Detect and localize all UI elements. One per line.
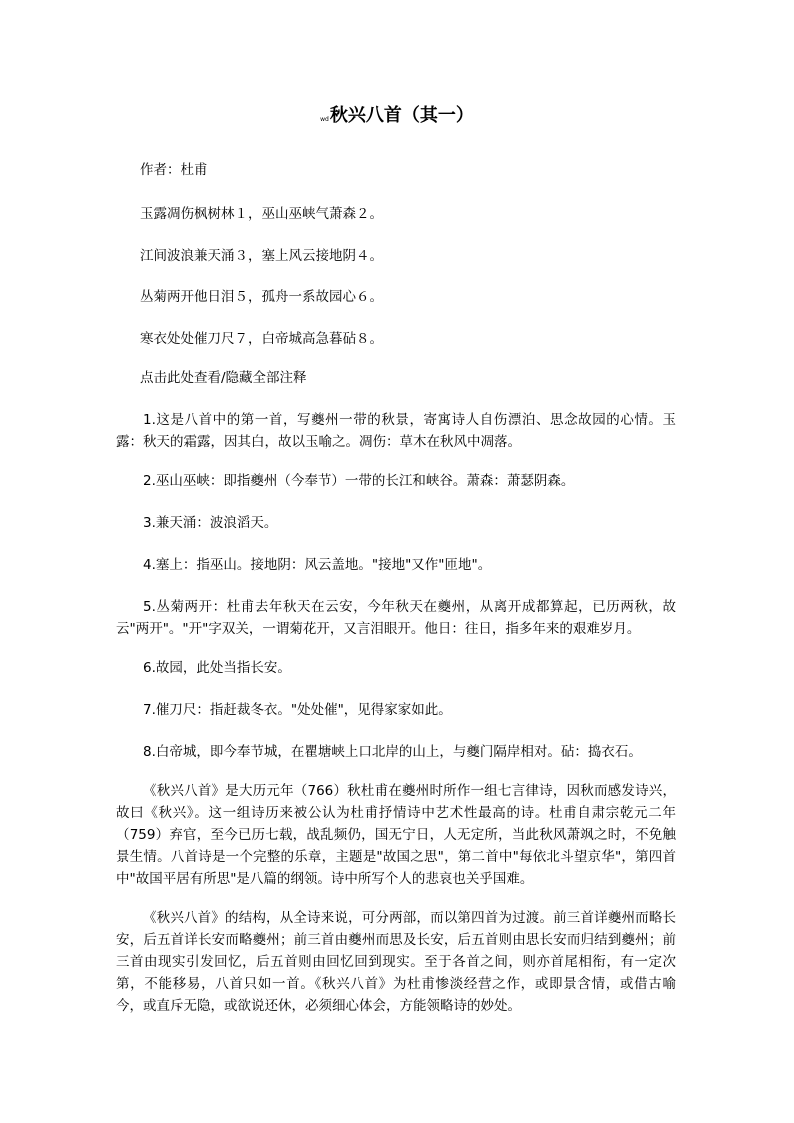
poem-line-4: 寒衣处处催刀尺７，白帝城高急暮砧８。 bbox=[140, 331, 383, 347]
note-2: 2.巫山巫峡：即指夔州（今奉节）一带的长江和峡谷。萧森：萧瑟阴森。 bbox=[143, 473, 575, 489]
note-6: 6.故园，此处当指长安。 bbox=[143, 660, 291, 676]
analysis-paragraph-1: 《秋兴八首》是大历元年（766）秋杜甫在夔州时所作一组七言律诗，因秋而感发诗兴，故曰《秋兴》。这一组诗历来被公认为杜甫抒情诗中艺术性最高的诗。杜甫自肃宗乾元二年（759）弃官，至今已历七载，战乱频仍，国无宁日，人无定所，当此秋风萧飒之时，不免触景生情。八首诗是一个完整的乐章，主题是"故国之思"，第二首中"每依北斗望京华"，第四首中"故国平居有所思"是八篇的纲领。诗中所写个人的悲哀也关乎国难。 bbox=[116, 783, 676, 887]
poem-line-3: 丛菊两开他日泪５，孤舟一系故园心６。 bbox=[140, 289, 383, 305]
note-3: 3.兼天涌：波浪滔天。 bbox=[143, 515, 278, 531]
note-1: 1.这是八首中的第一首，写夔州一带的秋景，寄寓诗人自伤漂泊、思念故园的心情。玉露：秋天的霜露，因其白，故以玉喻之。凋伤：草木在秋风中凋落。 bbox=[116, 412, 676, 450]
note-4: 4.塞上：指巫山。接地阴：风云盖地。"接地"又作"匝地"。 bbox=[143, 557, 492, 573]
note-5: 5.丛菊两开：杜甫去年秋天在云安，今年秋天在夔州，从离开成都算起，已历两秋，故云"两开"。"开"字双关，一谓菊花开，又言泪眼开。他日：往日，指多年来的艰难岁月。 bbox=[116, 599, 676, 637]
poem-line-1: 玉露凋伤枫树林１，巫山巫峡气萧森２。 bbox=[140, 206, 383, 222]
title-mark: wd bbox=[320, 116, 329, 123]
toggle-notes-link[interactable]: 点击此处查看/隐藏全部注释 bbox=[140, 370, 307, 386]
note-8: 8.白帝城，即今奉节城，在瞿塘峡上口北岸的山上，与夔门隔岸相对。砧：捣衣石。 bbox=[143, 744, 642, 760]
analysis-paragraph-2: 《秋兴八首》的结构，从全诗来说，可分两部，而以第四首为过渡。前三首详夔州而略长安，后五首详长安而略夔州；前三首由夔州而思及长安，后五首则由思长安而归结到夔州；前三首由现实引发回忆，后五首则由回忆回到现实。至于各首之间，则亦首尾相衔，有一定次第，不能移易，八首只如一首。《秋兴八首》为杜甫惨淡经营之作，或即景含情，或借古喻今，或直斥无隐，或欲说还休，必须细心体会，方能领略诗的妙处。 bbox=[116, 910, 676, 1014]
poem-line-2: 江间波浪兼天涌３，塞上风云接地阴４。 bbox=[140, 248, 383, 264]
document-title bbox=[0, 104, 794, 132]
title-text: 秋兴八首（其一） bbox=[329, 105, 474, 126]
author-line: 作者：杜甫 bbox=[140, 162, 208, 178]
note-7: 7.催刀尺：指赶裁冬衣。"处处催"，见得家家如此。 bbox=[143, 702, 452, 718]
